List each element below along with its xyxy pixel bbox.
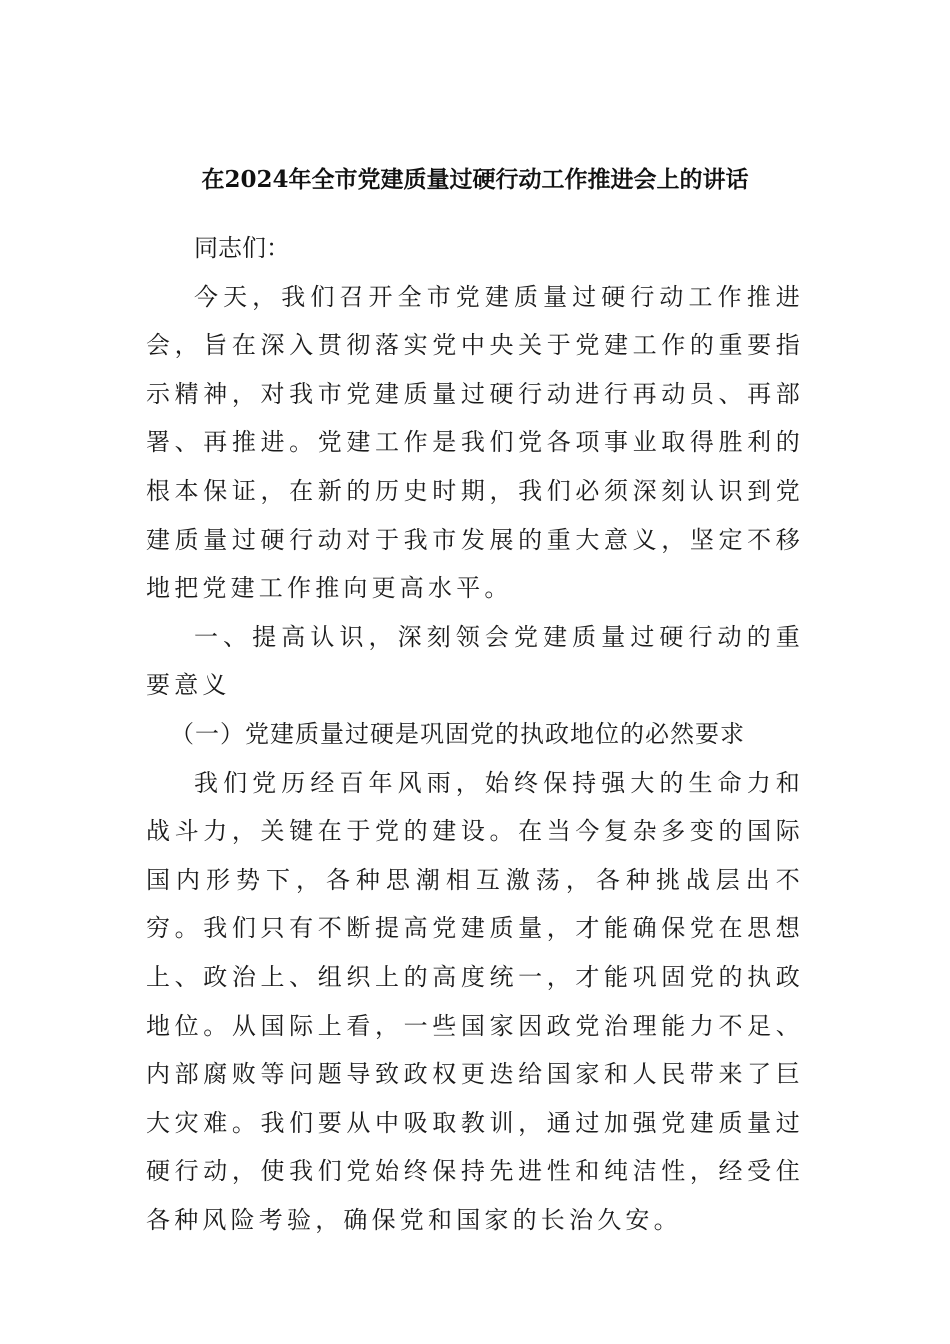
paragraph-body-1: 我们党历经百年风雨，始终保持强大的生命力和战斗力，关键在于党的建设。在当今复杂多变的国际国内形势下，各种思潮相互激荡，各种挑战层出不穷。我们只有不断提高党建质量，才能确保党在思想上、政治上、组织上的高度统一，才能巩固党的执政地位。从国际上看，一些国家因政党治理能力不足、内部腐败等问题导致政权更迭给国家和人民带来了巨大灾难。我们要从中吸取教训，通过加强党建质量过硬行动，使我们党始终保持先进性和纯洁性，经受住各种风险考验，确保党和国家的长治久安。 bbox=[146, 768, 804, 1234]
subsection-heading-1: （一）党建质量过硬是巩固党的执政地位的必然要求 bbox=[170, 719, 745, 748]
paragraph-intro: 今天，我们召开全市党建质量过硬行动工作推进会，旨在深入贯彻落实党中央关于党建工作的重要指示精神，对我市党建质量过硬行动进行再动员、再部署、再推进。党建工作是我们党各项事业取得胜利的根本保证，在新的历史时期，我们必须深刻认识到党建质量过硬行动对于我市发展的重大意义，坚定不移地把党建工作推向更高水平。 bbox=[146, 282, 804, 603]
document-title: 在2024年全市党建质量过硬行动工作推进会上的讲话 bbox=[201, 166, 749, 193]
section-heading-1: 一、提高认识，深刻领会党建质量过硬行动的重要意义 bbox=[146, 622, 804, 700]
salutation: 同志们： bbox=[194, 234, 290, 262]
document-body bbox=[146, 224, 804, 1244]
